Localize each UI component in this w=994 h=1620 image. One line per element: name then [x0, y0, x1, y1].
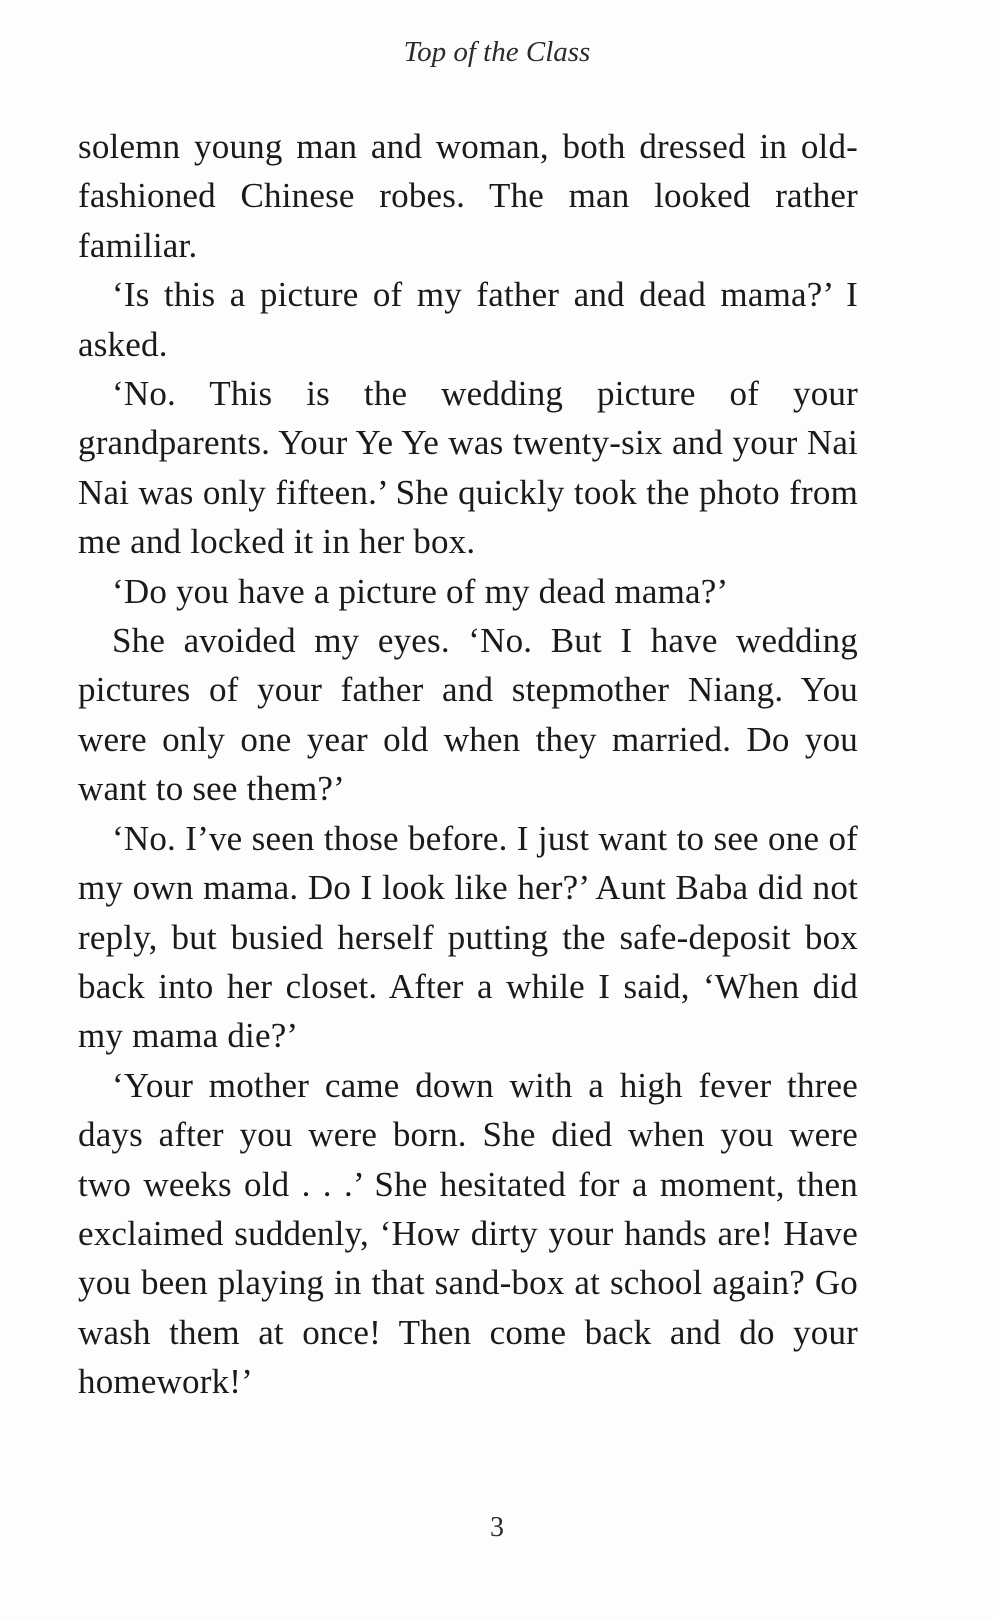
paragraph-4: ‘Do you have a picture of my dead mama?’ [112, 571, 729, 611]
paragraph-7: ‘Your mother came down with a high fever three days after you were born. She died when you were two weeks old . . .’ She hesitated for a moment, then exclaimed suddenly, ‘How dirty your hands are! Have you been playing in that sand-box at school again? Go wash them at once! Then come back and do your homework!’ [78, 1065, 858, 1402]
running-title: Top of the Class [403, 36, 591, 68]
body-text [78, 122, 858, 1407]
paragraph-5: She avoided my eyes. ‘No. But I have wedding pictures of your father and stepmother Niang. You were only one year old when they married. Do you want to see them?’ [78, 621, 858, 809]
paragraph-2: ‘Is this a picture of my father and dead mama?’ I asked. [78, 275, 858, 364]
paragraph-3: ‘No. This is the wedding picture of your grandparents. Your Ye Ye was twenty-six and your Nai Nai was only fifteen.’ She quickly took the photo from me and locked it in her box. [78, 374, 858, 562]
paragraph-1: solemn young man and woman, both dressed in old-fashioned Chinese robes. The man looked rather familiar. [78, 127, 858, 265]
page-number: 3 [490, 1512, 504, 1543]
paragraph-6: ‘No. I’ve seen those before. I just want to see one of my own mama. Do I look like her?’ Aunt Baba did not reply, but busied herself putting the safe-deposit box back into her closet. After a while I said, ‘When did my mama die?’ [78, 818, 858, 1056]
